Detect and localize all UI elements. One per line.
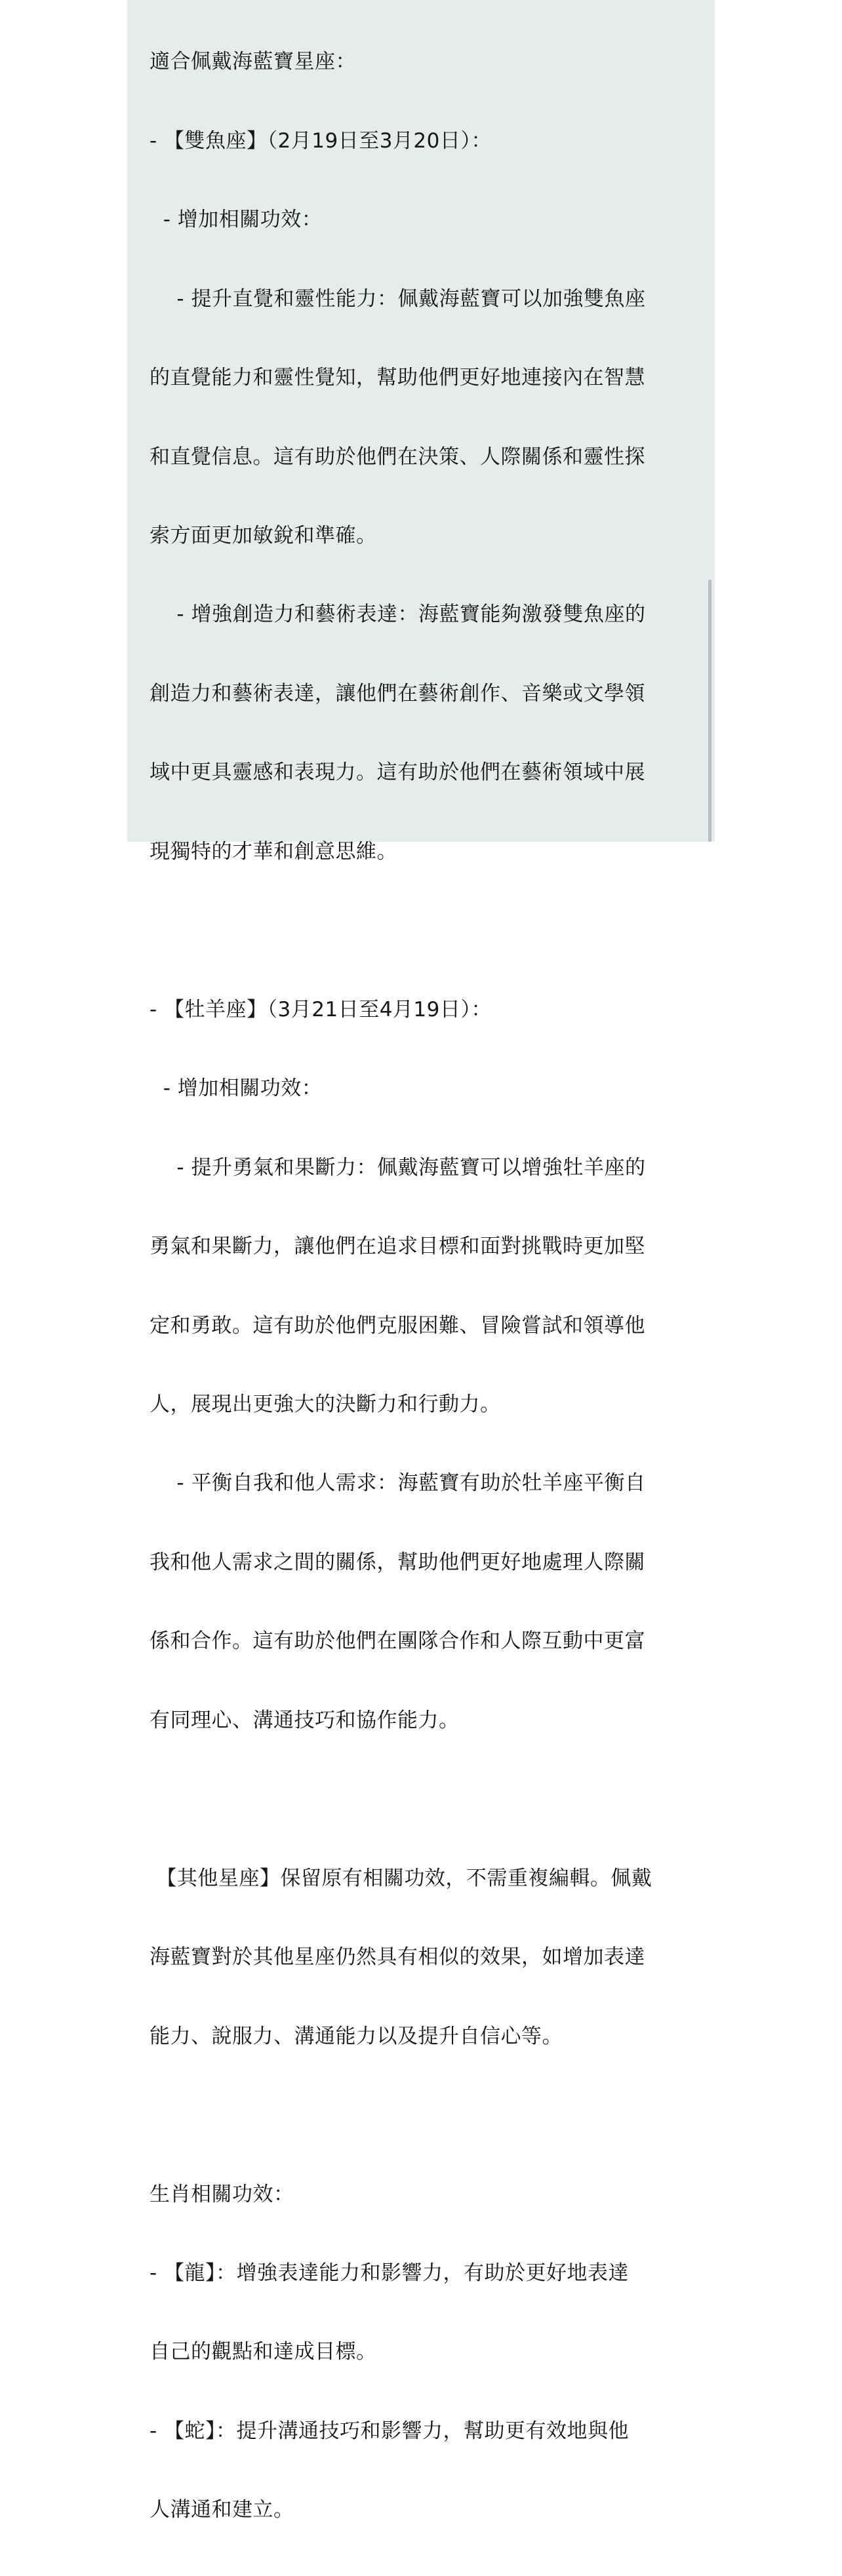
message-line: 域中更具靈感和表現力。這有助於他們在藝術領域中展 — [150, 761, 645, 785]
message-line: 適合佩戴海藍寶星座： — [150, 50, 356, 74]
message-line: 【其他星座】保留原有相關功效，不需重複編輯。佩戴 — [150, 1866, 652, 1890]
message-line: - 增強創造力和藝術表達：海藍寶能夠激發雙魚座的 — [150, 603, 646, 627]
message-line: - 提升勇氣和果斷力：佩戴海藍寶可以增強牡羊座的 — [150, 1155, 646, 1179]
message-line: 索方面更加敏銳和準確。 — [150, 524, 377, 548]
message-line: - 【蛇】：提升溝通技巧和影響力，幫助更有效地與他 — [150, 2419, 630, 2443]
message-line — [150, 2102, 694, 2128]
message-line: 人，展現出更強大的決斷力和行動力。 — [150, 1393, 501, 1417]
message-line: 勇氣和果斷力，讓他們在追求目標和面對挑戰時更加堅 — [150, 1235, 645, 1259]
message-line: - 【牡羊座】（3月21日至4月19日）： — [150, 997, 492, 1021]
message-line — [150, 917, 694, 943]
message-line: 係和合作。這有助於他們在團隊合作和人際互動中更富 — [150, 1629, 645, 1654]
message-line: 能力、說服力、溝通能力以及提升自信心等。 — [150, 2024, 563, 2048]
message-line: - 【龍】：增強表達能力和影響力，有助於更好地表達 — [150, 2261, 630, 2285]
message-line: - 【雙魚座】（2月19日至3月20日）： — [150, 129, 492, 153]
message-line: 自己的觀點和達成目標。 — [150, 2340, 377, 2364]
message-line: - 平衡自我和他人需求：海藍寶有助於牡羊座平衡自 — [150, 1471, 646, 1496]
message-line — [150, 1786, 694, 1812]
scrollbar-thumb[interactable] — [708, 580, 712, 842]
message-line: 的直覺能力和靈性覺知，幫助他們更好地連接內在智慧 — [150, 366, 645, 390]
message-text — [150, 0, 694, 2576]
message-line: - 增加相關功效： — [150, 208, 323, 232]
message-line: 創造力和藝術表達，讓他們在藝術創作、音樂或文學領 — [150, 681, 645, 705]
message-line: 人溝通和建立。 — [150, 2498, 294, 2522]
message-line: 和直覺信息。這有助於他們在決策、人際關係和靈性探 — [150, 445, 645, 469]
message-line: 我和他人需求之間的關係，幫助他們更好地處理人際關 — [150, 1550, 645, 1574]
message-line: 海藍寶對於其他星座仍然具有相似的效果，如增加表達 — [150, 1945, 645, 1970]
message-line: 生肖相關功效： — [150, 2182, 294, 2206]
message-line: - 提升直覺和靈性能力：佩戴海藍寶可以加強雙魚座 — [150, 287, 646, 311]
message-bubble[interactable] — [127, 0, 715, 2522]
message-line: 現獨特的才華和創意思維。 — [150, 839, 397, 863]
message-line: 有同理心、溝通技巧和協作能力。 — [150, 1708, 460, 1732]
message-line: - 增加相關功效： — [150, 1077, 323, 1101]
message-line: 定和勇敢。這有助於他們克服困難、冒險嘗試和領導他 — [150, 1313, 645, 1338]
